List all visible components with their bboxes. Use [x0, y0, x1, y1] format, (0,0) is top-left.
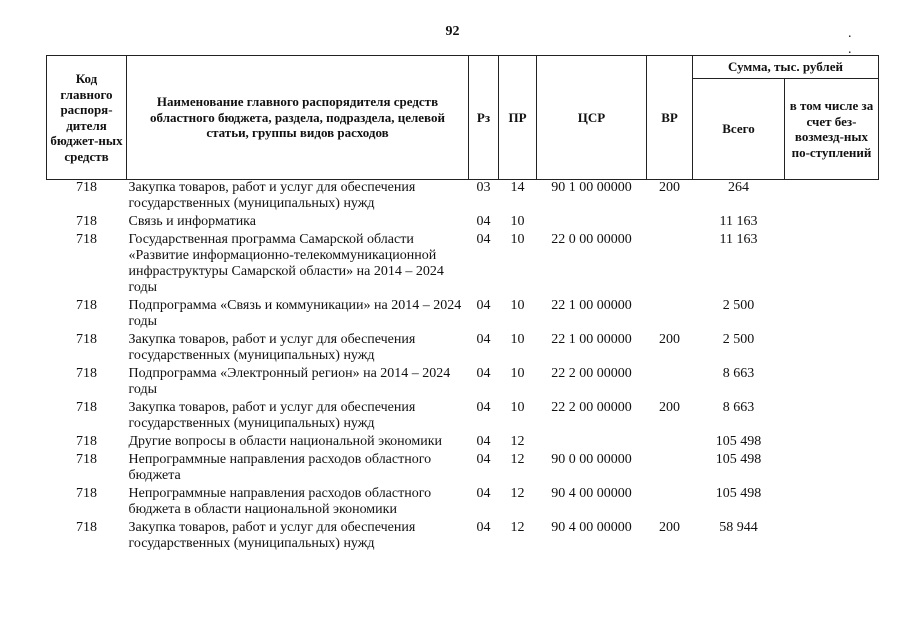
table-row	[47, 366, 879, 400]
cell-gratuitous	[785, 232, 879, 298]
page-number: 92	[445, 24, 460, 39]
cell-pr: 10	[510, 400, 525, 415]
header-csr: ЦСР	[537, 56, 647, 180]
table-row	[47, 486, 879, 520]
cell-name: Закупка товаров, работ и услуг для обеспечения государственных (муниципальных) нужд	[128, 400, 416, 431]
cell-csr: 90 4 00 00000	[551, 486, 632, 501]
header-rz: Рз	[469, 56, 499, 180]
cell-rz: 04	[476, 434, 491, 449]
budget-table	[46, 55, 879, 554]
cell-total: 2 500	[722, 298, 755, 313]
cell-total: 11 163	[719, 232, 758, 247]
cell-gratuitous	[785, 298, 879, 332]
cell-name: Другие вопросы в области национальной экономики	[128, 434, 443, 449]
cell-pr: 12	[510, 486, 525, 501]
cell-csr: 90 1 00 00000	[551, 180, 632, 195]
cell-rz: 04	[476, 366, 491, 381]
cell-vr	[647, 214, 693, 232]
corner-marks: . .	[848, 26, 870, 57]
cell-code: 718	[76, 366, 97, 381]
cell-total: 105 498	[715, 486, 762, 501]
cell-gratuitous	[785, 400, 879, 434]
cell-gratuitous	[785, 180, 879, 215]
table-body	[47, 180, 879, 555]
table-row	[47, 298, 879, 332]
cell-name: Государственная программа Самарской области «Развитие информационно-телекоммуникационной инфраструктуры Самарской области» на 2014 – 2024 годы	[128, 232, 444, 295]
cell-name: Непрограммные направления расходов областного бюджета	[128, 452, 432, 483]
cell-rz: 04	[476, 232, 491, 247]
cell-rz: 03	[476, 180, 491, 195]
cell-pr: 12	[510, 452, 525, 467]
cell-pr: 12	[510, 520, 525, 535]
cell-csr: 22 2 00 00000	[551, 400, 632, 415]
header-vr: ВР	[647, 56, 693, 180]
cell-gratuitous	[785, 520, 879, 554]
cell-pr: 10	[510, 332, 525, 347]
header-total: Всего	[693, 79, 785, 180]
cell-total: 58 944	[719, 520, 758, 535]
cell-vr	[647, 298, 693, 332]
cell-total: 11 163	[719, 214, 758, 229]
cell-vr	[647, 452, 693, 486]
cell-pr: 12	[510, 434, 525, 449]
cell-total: 264	[728, 180, 749, 195]
table-row	[47, 520, 879, 554]
cell-name: Связь и информатика	[128, 214, 256, 229]
cell-pr: 10	[510, 232, 525, 247]
cell-rz: 04	[476, 452, 491, 467]
cell-pr: 14	[510, 180, 525, 195]
cell-gratuitous	[785, 452, 879, 486]
cell-gratuitous	[785, 332, 879, 366]
cell-rz: 04	[476, 520, 491, 535]
header-sum: Сумма, тыс. рублей	[693, 56, 879, 79]
cell-code: 718	[76, 332, 97, 347]
cell-name: Подпрограмма «Связь и коммуникации» на 2014 – 2024 годы	[128, 298, 462, 329]
cell-csr: 22 1 00 00000	[551, 298, 632, 313]
cell-name: Закупка товаров, работ и услуг для обеспечения государственных (муниципальных) нужд	[128, 520, 416, 551]
cell-code: 718	[76, 180, 97, 195]
header-gratuitous: в том числе за счет без-возмезд-ных по-ступлений	[785, 79, 879, 180]
cell-csr: 22 0 00 00000	[551, 232, 632, 247]
header-code: Код главного распоря-дителя бюджет-ных средств	[47, 56, 127, 180]
cell-total: 105 498	[715, 434, 762, 449]
cell-vr	[647, 366, 693, 400]
cell-vr: 200	[659, 520, 680, 535]
cell-rz: 04	[476, 214, 491, 229]
cell-code: 718	[76, 298, 97, 313]
cell-name: Непрограммные направления расходов областного бюджета в области национальной экономики	[128, 486, 432, 517]
cell-total: 8 663	[722, 400, 755, 415]
cell-code: 718	[76, 520, 97, 535]
cell-csr: 90 4 00 00000	[551, 520, 632, 535]
cell-code: 718	[76, 486, 97, 501]
cell-gratuitous	[785, 486, 879, 520]
header-name: Наименование главного распорядителя средств областного бюджета, раздела, подраздела, целевой статьи, группы видов расходов	[127, 56, 469, 180]
cell-pr: 10	[510, 366, 525, 381]
cell-vr	[647, 486, 693, 520]
cell-pr: 10	[510, 298, 525, 313]
cell-vr: 200	[659, 180, 680, 195]
cell-rz: 04	[476, 298, 491, 313]
cell-total: 8 663	[722, 366, 755, 381]
cell-total: 2 500	[722, 332, 755, 347]
header-pr: ПР	[499, 56, 537, 180]
table-row	[47, 434, 879, 452]
table-row	[47, 180, 879, 215]
cell-rz: 04	[476, 486, 491, 501]
cell-code: 718	[76, 400, 97, 415]
cell-code: 718	[76, 214, 97, 229]
cell-code: 718	[76, 434, 97, 449]
cell-csr: 22 1 00 00000	[551, 332, 632, 347]
cell-rz: 04	[476, 332, 491, 347]
cell-csr	[537, 434, 647, 452]
cell-gratuitous	[785, 214, 879, 232]
cell-gratuitous	[785, 366, 879, 400]
cell-name: Закупка товаров, работ и услуг для обеспечения государственных (муниципальных) нужд	[128, 180, 416, 211]
cell-csr: 90 0 00 00000	[551, 452, 632, 467]
cell-vr	[647, 232, 693, 298]
table-row	[47, 232, 879, 298]
table-header	[47, 56, 879, 180]
table-row	[47, 452, 879, 486]
cell-name: Подпрограмма «Электронный регион» на 2014 – 2024 годы	[128, 366, 451, 397]
cell-gratuitous	[785, 434, 879, 452]
cell-vr: 200	[659, 400, 680, 415]
cell-vr	[647, 434, 693, 452]
table-row	[47, 332, 879, 366]
cell-code: 718	[76, 232, 97, 247]
table-row	[47, 400, 879, 434]
cell-pr: 10	[510, 214, 525, 229]
cell-name: Закупка товаров, работ и услуг для обеспечения государственных (муниципальных) нужд	[128, 332, 416, 363]
cell-code: 718	[76, 452, 97, 467]
cell-csr	[537, 214, 647, 232]
table-row	[47, 214, 879, 232]
cell-csr: 22 2 00 00000	[551, 366, 632, 381]
cell-vr: 200	[659, 332, 680, 347]
cell-rz: 04	[476, 400, 491, 415]
cell-total: 105 498	[715, 452, 762, 467]
